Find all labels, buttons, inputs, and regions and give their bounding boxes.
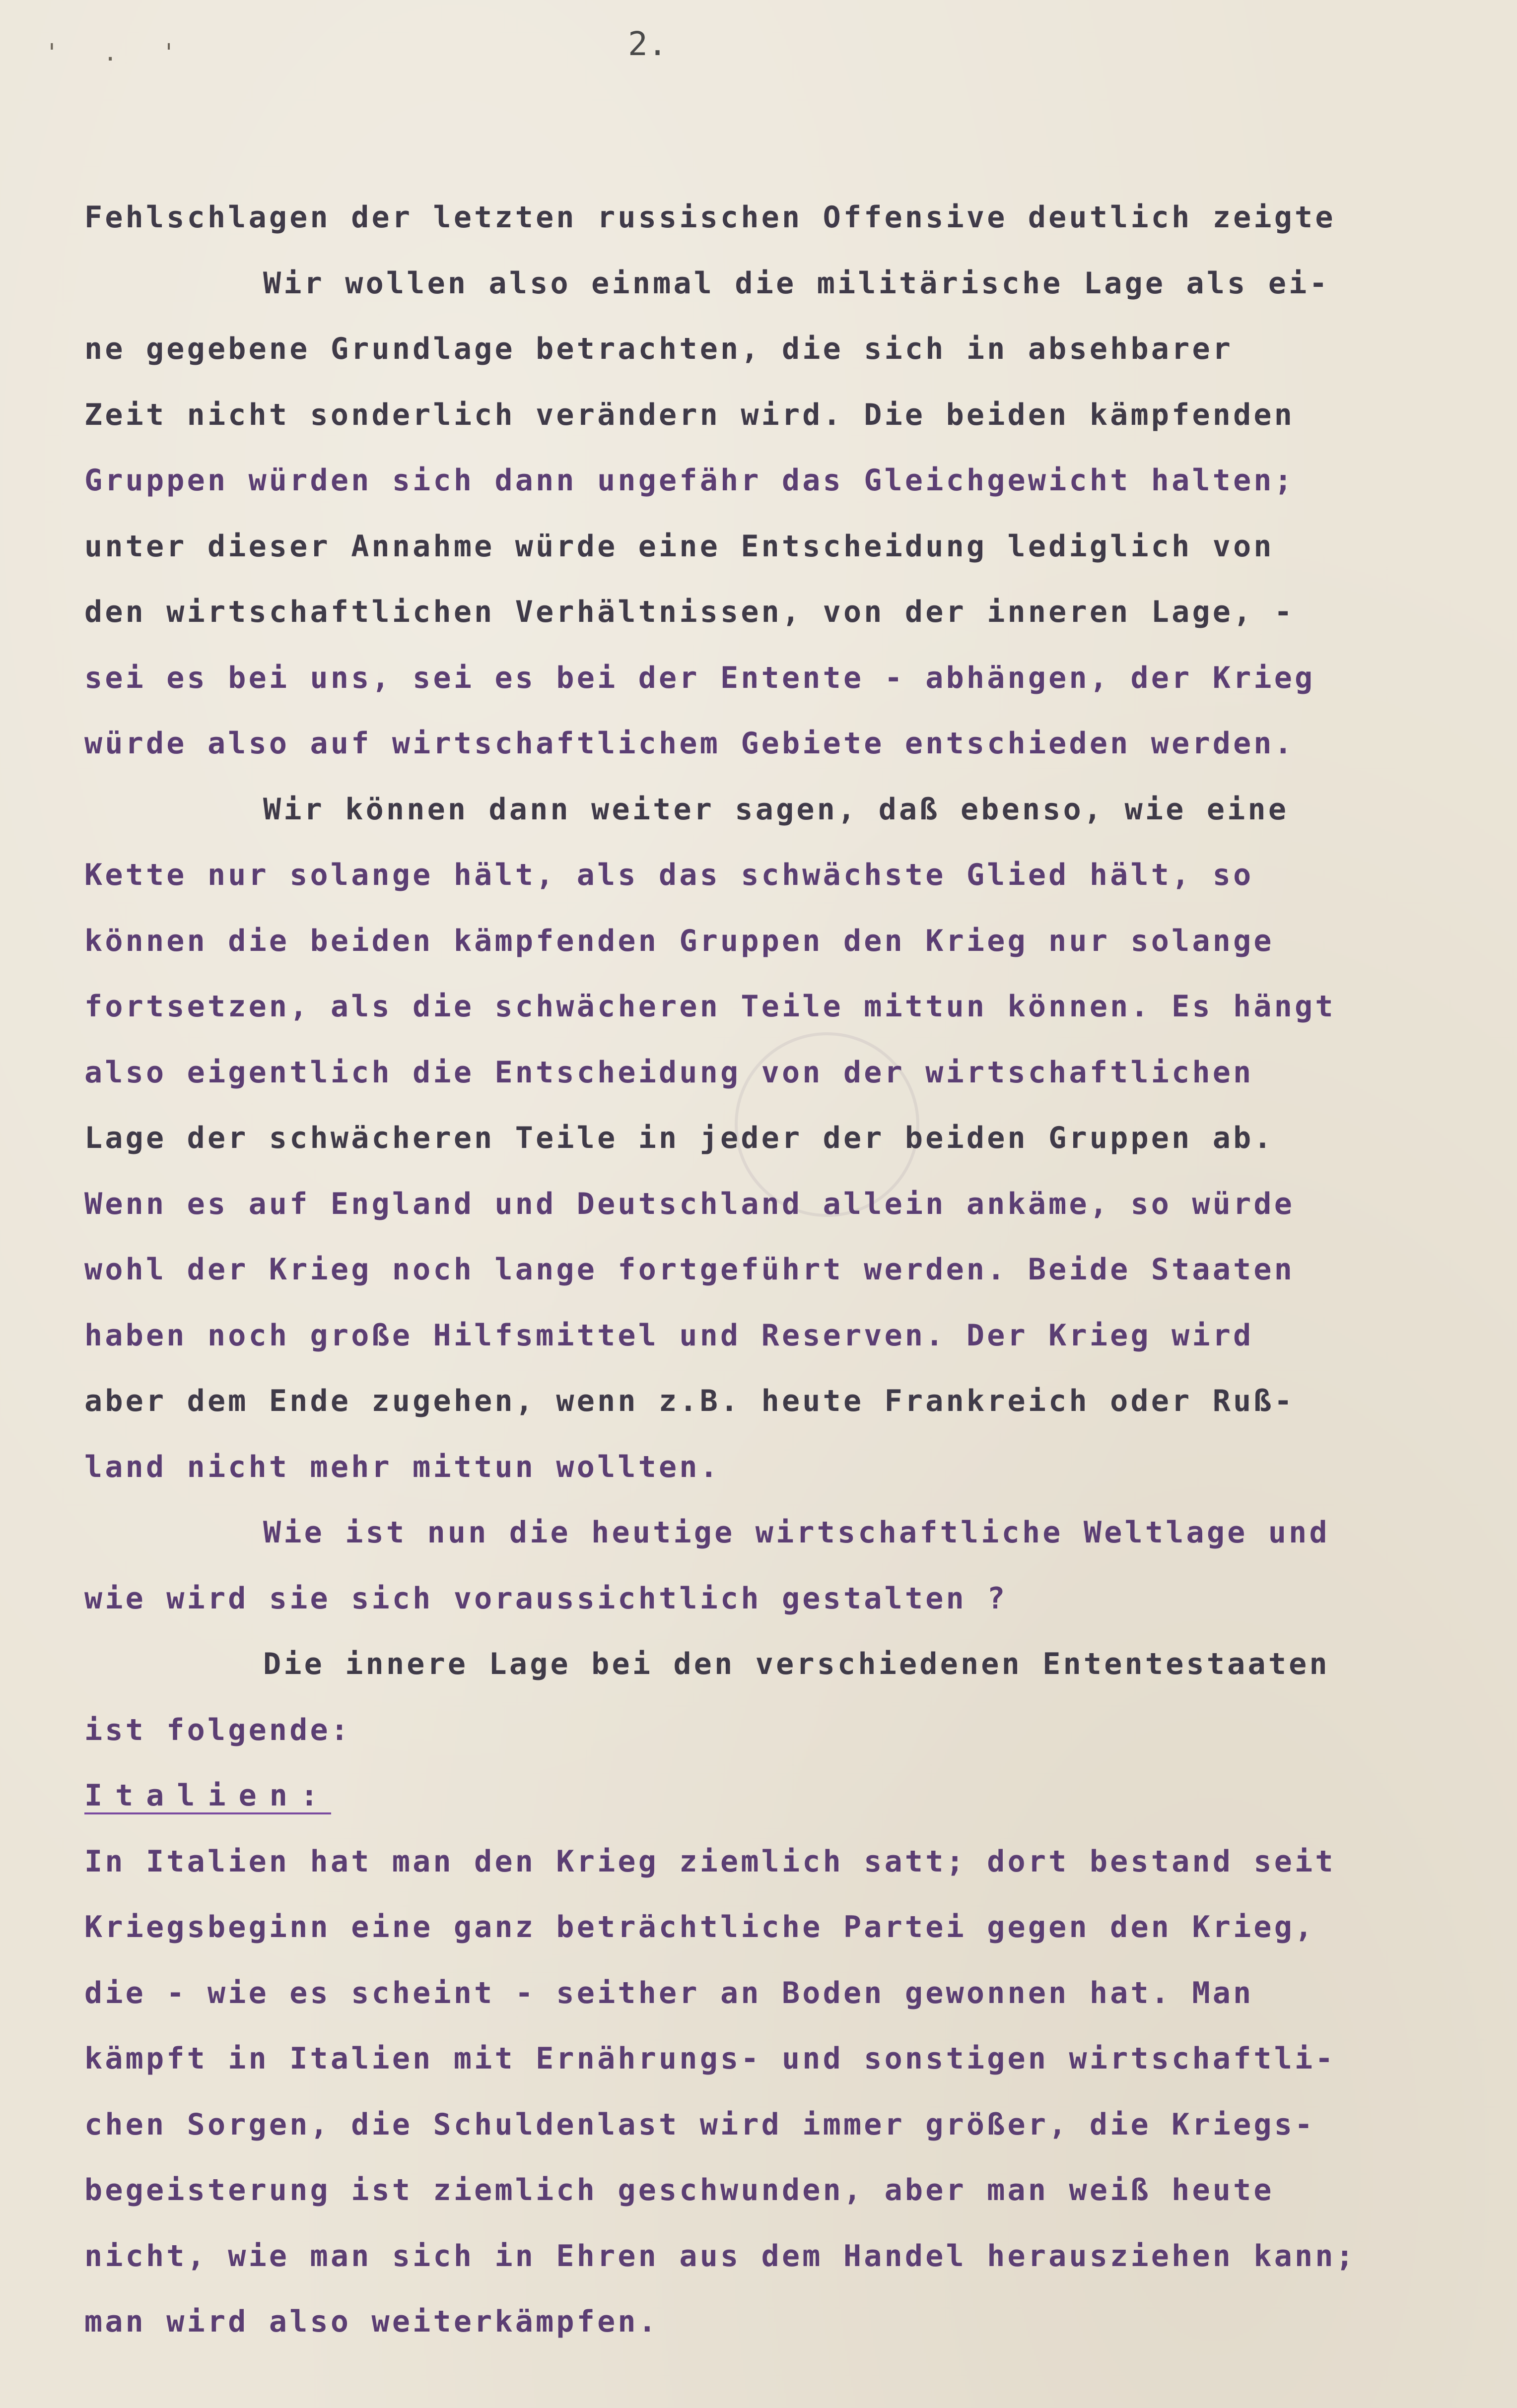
text-line: Wenn es auf England und Deutschland allein ankäme, so würde [84, 1186, 1295, 1221]
text-line: In Italien hat man den Krieg ziemlich satt; dort bestand seit [84, 1844, 1336, 1879]
text-line: sei es bei uns, sei es bei der Entente - abhängen, der Krieg [84, 660, 1315, 695]
text-line: ne gegebene Grundlage betrachten, die sich in absehbarer [84, 332, 1234, 366]
text-line: kämpft in Italien mit Ernährungs- und sonstigen wirtschaftli- [84, 2041, 1336, 2076]
text-line: Die innere Lage bei den verschiedenen Ententestaaten [263, 1647, 1330, 1681]
section-heading-text: Italien: [84, 1778, 331, 1813]
text-line: Lage der schwächeren Teile in jeder der beiden Gruppen ab. [84, 1121, 1274, 1155]
text-line: Kette nur solange hält, als das schwächste Glied hält, so [84, 858, 1254, 892]
text-line: wie wird sie sich voraussichtlich gestalten ? [84, 1581, 1008, 1616]
text-line: aber dem Ende zugehen, wenn z.B. heute Frankreich oder Ruß- [84, 1384, 1295, 1418]
text-line: Fehlschlagen der letzten russischen Offensive deutlich zeigte [84, 200, 1336, 235]
text-line: nicht, wie man sich in Ehren aus dem Handel herausziehen kann; [84, 2238, 1357, 2274]
text-line: haben noch große Hilfsmittel und Reserven. Der Krieg wird [84, 1318, 1254, 1353]
text-line: fortsetzen, als die schwächeren Teile mittun können. Es hängt [84, 989, 1336, 1024]
body-text [84, 185, 1454, 2355]
text-line: chen Sorgen, die Schuldenlast wird immer größer, die Kriegs- [84, 2107, 1315, 2142]
text-line: begeisterung ist ziemlich geschwunden, aber man weiß heute [84, 2173, 1274, 2207]
text-line: Wie ist nun die heutige wirtschaftliche Weltlage und [263, 1515, 1330, 1550]
text-line: die - wie es scheint - seither an Boden gewonnen hat. Man [84, 1975, 1254, 2010]
text-line: können die beiden kämpfenden Gruppen den Krieg nur solange [84, 923, 1274, 958]
corner-marks: ' . ' [45, 39, 191, 67]
text-line: man wird also weiterkämpfen. [84, 2304, 659, 2339]
text-line: Zeit nicht sonderlich verändern wird. Die beiden kämpfenden [84, 397, 1295, 432]
text-line: Wir wollen also einmal die militärische Lage als ei- [263, 266, 1330, 301]
text-line: wohl der Krieg noch lange fortgeführt werden. Beide Staaten [84, 1252, 1295, 1287]
text-line: den wirtschaftlichen Verhältnissen, von der inneren Lage, - [84, 595, 1295, 629]
text-line: würde also auf wirtschaftlichem Gebiete entschieden werden. [84, 726, 1295, 761]
text-line: also eigentlich die Entscheidung von der wirtschaftlichen [84, 1055, 1254, 1090]
text-line: ist folgende: [84, 1712, 351, 1747]
text-line: unter dieser Annahme würde eine Entscheidung lediglich von [84, 529, 1274, 564]
section-heading [84, 1763, 1454, 1829]
text-line: Kriegsbeginn eine ganz beträchtliche Partei gegen den Krieg, [84, 1910, 1315, 1944]
text-line: Gruppen würden sich dann ungefähr das Gleichgewicht halten; [84, 463, 1295, 498]
page-number: 2. [628, 25, 668, 63]
text-line: land nicht mehr mittun wollten. [84, 1449, 721, 1484]
text-line: Wir können dann weiter sagen, daß ebenso, wie eine [263, 792, 1289, 827]
